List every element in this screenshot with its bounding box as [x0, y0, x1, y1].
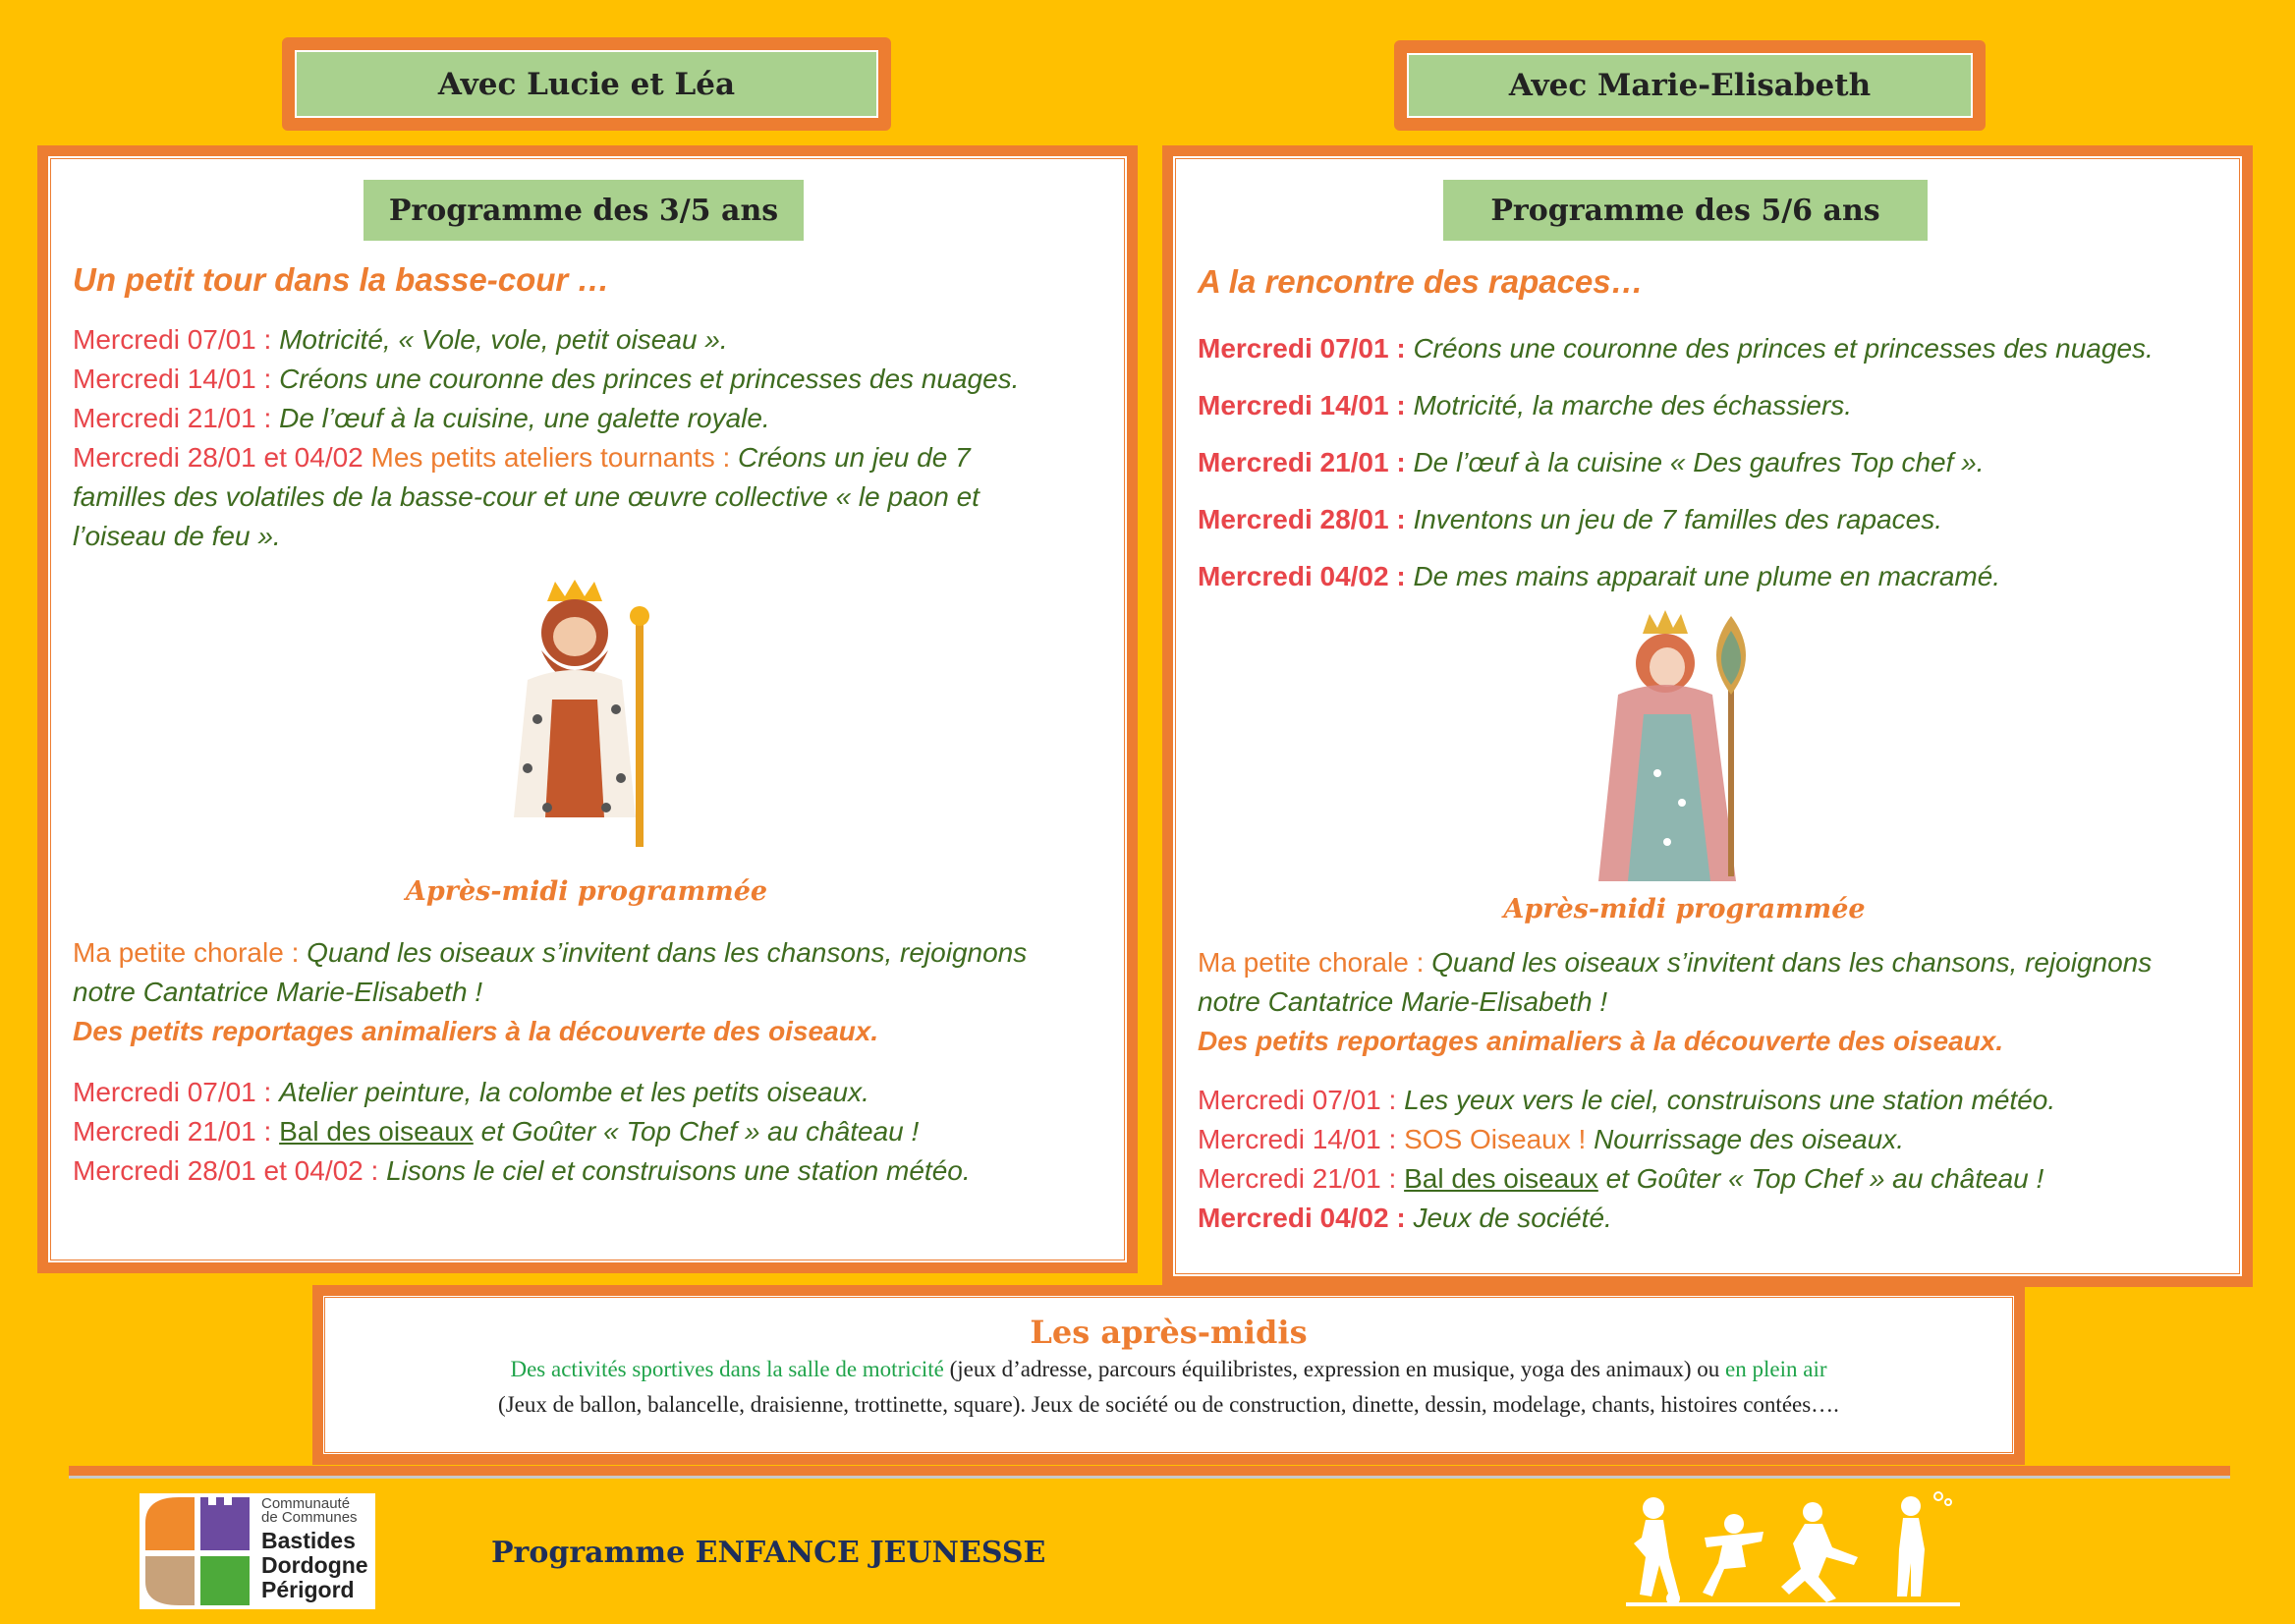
right-caption: Après-midi programmée: [1503, 894, 1866, 924]
community-logo: [140, 1493, 375, 1609]
princess-illustration: [1589, 606, 1775, 891]
right-headline: A la rencontre des rapaces…: [1198, 263, 1644, 300]
right-program-panel: [1162, 145, 2253, 1287]
list-item: Mercredi 21/01 : Bal des oiseaux et Goûter « Top Chef » au château !: [1198, 1163, 2044, 1194]
right-schedule-2: [1198, 1081, 2239, 1238]
left-program-panel: [37, 145, 1138, 1273]
list-item: Mercredi 21/01 : De l’œuf à la cuisine « Des gaufres Top chef ».: [1198, 447, 1985, 477]
list-item: Mercredi 07/01 : Atelier peinture, la colombe et les petits oiseaux.: [73, 1077, 869, 1107]
right-chorale: Ma petite chorale : Quand les oiseaux s’invitent dans les chansons, rejoignons notre Cantatrice Marie-Elisabeth ! Des petits reportages animaliers à la découverte des oiseaux.: [1198, 947, 2153, 1056]
left-program-title: Programme des 3/5 ans: [364, 180, 804, 241]
tab-lucie-lea-label: Avec Lucie et Léa: [295, 50, 878, 118]
logo-mark: [140, 1493, 255, 1609]
list-item: Mercredi 07/01 : Créons une couronne des princes et princesses des nuages.: [1198, 333, 2154, 364]
list-item: Mercredi 28/01 et 04/02 Mes petits ateliers tournants : Créons un jeu de 7: [73, 442, 971, 473]
logo-text-line5: Périgord: [261, 1577, 355, 1602]
list-item: Mercredi 28/01 : Inventons un jeu de 7 familles des rapaces.: [1198, 504, 1943, 534]
left-headline: Un petit tour dans la basse-cour …: [73, 261, 610, 298]
tab-marie-elisabeth: [1394, 40, 1986, 131]
logo-text-line1: Communauté: [261, 1495, 351, 1512]
list-item: Mercredi 04/02 : Jeux de société.: [1198, 1203, 1612, 1233]
footer-program-title: Programme ENFANCE JEUNESSE: [491, 1536, 1046, 1570]
left-schedule-2: [73, 1073, 1114, 1191]
left-chorale: Ma petite chorale : Quand les oiseaux s’invitent dans les chansons, rejoignons notre Cantatrice Marie-Elisabeth ! Des petits reportages animaliers à la découverte des oiseaux.: [73, 937, 1028, 1046]
list-item: Mercredi 14/01 : Motricité, la marche des échassiers.: [1198, 390, 1853, 420]
right-schedule: [1198, 320, 2239, 605]
list-item: Mercredi 14/01 : SOS Oiseaux ! Nourrissage des oiseaux.: [1198, 1124, 1905, 1154]
list-item-continued: familles des volatiles de la basse-cour et une œuvre collective « le paon et: [73, 481, 980, 512]
list-item: Mercredi 04/02 : De mes mains apparait une plume en macramé.: [1198, 561, 2001, 591]
afternoons-line2: (Jeux de ballon, balancelle, draisienne, trottinette, square). Jeux de société ou de construction, dinette, dessin, modelage, chants, histoires contées….: [498, 1392, 1839, 1417]
list-item: Mercredi 21/01 : De l’œuf à la cuisine, une galette royale.: [73, 403, 770, 433]
left-schedule: [73, 320, 1104, 556]
list-item-continued: l’oiseau de feu ».: [73, 521, 281, 551]
king-illustration: [498, 572, 695, 857]
left-caption: Après-midi programmée: [405, 876, 768, 907]
children-silhouettes-icon: [1626, 1488, 1960, 1611]
list-item: Mercredi 21/01 : Bal des oiseaux et Goûter « Top Chef » au château !: [73, 1116, 920, 1147]
afternoons-box: [312, 1285, 2025, 1465]
logo-text-line2: de Communes: [261, 1509, 358, 1526]
list-item: Mercredi 28/01 et 04/02 : Lisons le ciel et construisons une station météo.: [73, 1155, 971, 1186]
afternoons-title: Les après-midis: [1030, 1314, 1308, 1351]
afternoons-line1: Des activités sportives dans la salle de motricité (jeux d’adresse, parcours équilibristes, expression en musique, yoga des animaux) ou en plein air: [510, 1357, 1827, 1381]
list-item: Mercredi 14/01 : Créons une couronne des princes et princesses des nuages.: [73, 364, 1020, 394]
logo-text-line3: Bastides: [261, 1528, 356, 1553]
tab-marie-elisabeth-label: Avec Marie-Elisabeth: [1407, 53, 1973, 118]
list-item: Mercredi 07/01 : Les yeux vers le ciel, construisons une station météo.: [1198, 1085, 2056, 1115]
tab-lucie-lea: [282, 37, 891, 131]
footer-divider: [69, 1466, 2230, 1479]
logo-text-line4: Dordogne: [261, 1552, 368, 1578]
list-item: Mercredi 07/01 : Motricité, « Vole, vole, petit oiseau ».: [73, 324, 728, 355]
right-program-title: Programme des 5/6 ans: [1443, 180, 1928, 241]
